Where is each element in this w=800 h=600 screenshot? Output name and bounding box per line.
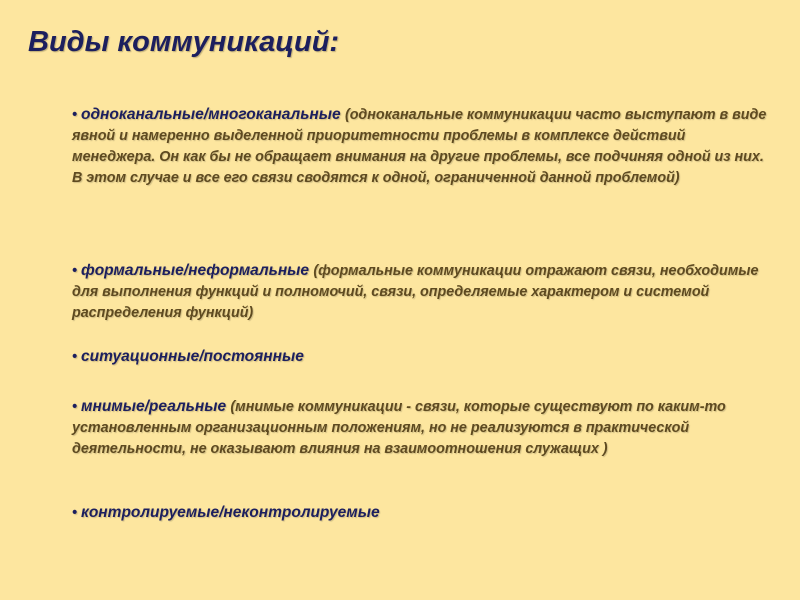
item-term: мнимые/реальные	[80, 398, 231, 415]
item-description: (одноканальные коммуникации часто выступают в виде явной и намеренно выделенной приоритетности проблемы в комплексе действий менеджера. Он как бы не обращает внимания на другие проблемы, все подчиняя одной из них. В этом случае и все его связи сводятся к одной, ограниченной данной проблемой)	[72, 107, 767, 186]
bullet-marker: •	[72, 505, 81, 521]
item-description: (мнимые коммуникации - связи, которые существуют по каким-то установленным организационным положениям, но не реализуются в практической деятельности, не оказывают влияния на взаимоотношения служащих )	[72, 399, 726, 457]
slide-title: Виды коммуникаций:	[28, 26, 340, 58]
bullet-marker: •	[72, 399, 81, 415]
list-item	[72, 260, 772, 324]
list-item	[72, 346, 772, 368]
item-term: формальные/неформальные	[80, 262, 314, 279]
item-term: контролируемые/неконтролируемые	[80, 504, 380, 521]
bullet-marker: •	[72, 263, 81, 279]
bullet-marker: •	[72, 349, 81, 365]
item-description: (формальные коммуникации отражают связи, необходимые для выполнения функций и полномочий, связи, определяемые характером и системой распределения функций)	[72, 263, 759, 321]
list-item	[72, 396, 772, 460]
list-item	[72, 502, 772, 524]
list-item	[72, 104, 772, 189]
item-term: ситуационные/постоянные	[80, 348, 304, 365]
item-term: одноканальные/многоканальные	[80, 106, 345, 123]
bullet-marker: •	[72, 107, 81, 123]
